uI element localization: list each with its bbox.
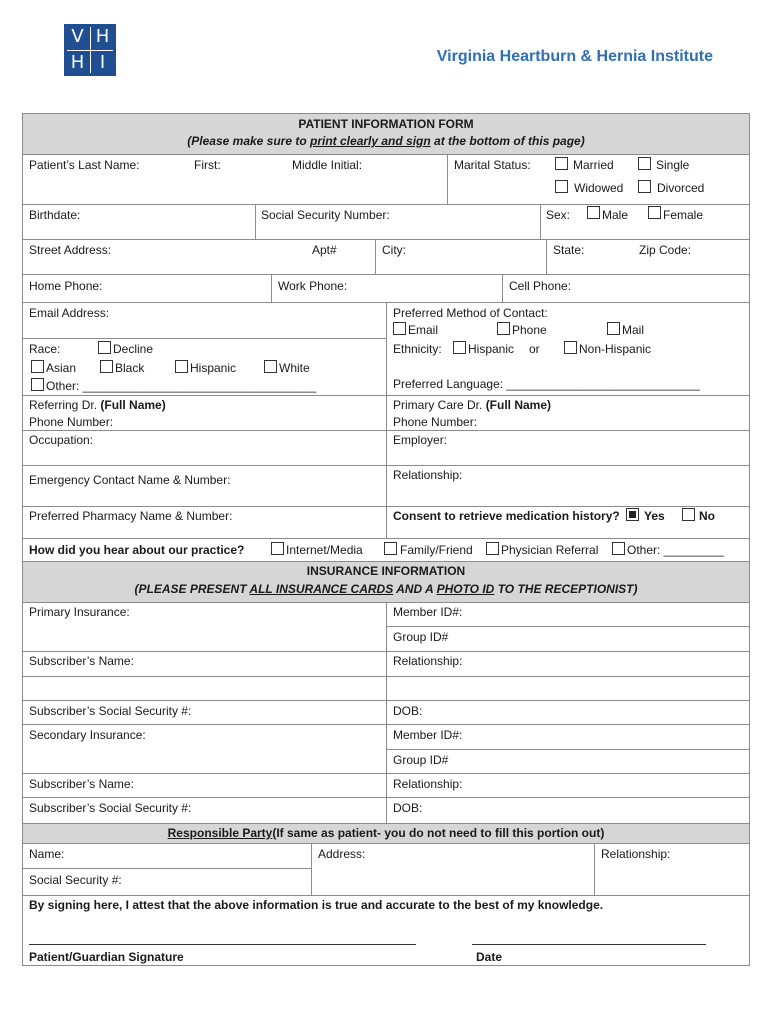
home-phone-label: Home Phone: (29, 279, 103, 293)
state-label: State: (553, 243, 585, 257)
preferred-language-label[interactable]: Preferred Language: _____________________________ (393, 377, 700, 391)
contact-mail-checkbox[interactable] (607, 322, 620, 335)
ethnicity-or: or (529, 342, 540, 356)
ethnicity-non-hispanic-label: Non-Hispanic (579, 342, 652, 356)
hear-internet-label: Internet/Media (286, 543, 363, 557)
city-label: City: (382, 243, 406, 257)
responsible-title: Responsible Party(If same as patient- you do not need to fill this portion out) (167, 826, 605, 840)
consent-yes-label: Yes (644, 509, 665, 523)
form-title: PATIENT INFORMATION FORM (298, 117, 474, 131)
signature-label: Patient/Guardian Signature (29, 950, 184, 964)
race-hispanic-checkbox[interactable] (175, 360, 188, 373)
female-checkbox[interactable] (648, 206, 661, 219)
divorced-checkbox[interactable] (638, 180, 651, 193)
subscriber-dob-label: DOB: (393, 704, 423, 718)
contact-phone-label: Phone (512, 323, 547, 337)
middle-initial-label: Middle Initial: (292, 158, 363, 172)
marital-status-label: Marital Status: (454, 158, 531, 172)
occupation-label: Occupation: (29, 433, 94, 447)
race-black-label: Black (115, 361, 145, 375)
consent-no-checkbox[interactable] (682, 508, 695, 521)
race-other-label[interactable]: Other: ___________________________________ (46, 379, 317, 393)
male-checkbox[interactable] (587, 206, 600, 219)
consent-no-label: No (699, 509, 715, 523)
primary-insurance-label: Primary Insurance: (29, 605, 130, 619)
ethnicity-hispanic-label: Hispanic (468, 342, 515, 356)
widowed-label: Widowed (574, 181, 624, 195)
preferred-contact-label: Preferred Method of Contact: (393, 306, 548, 320)
race-label: Race: (29, 342, 61, 356)
married-checkbox[interactable] (555, 157, 568, 170)
date-line[interactable] (472, 944, 706, 945)
zip-label: Zip Code: (639, 243, 692, 257)
secondary-member-id-label: Member ID#: (393, 728, 463, 742)
logo-letter: H (70, 52, 85, 73)
race-hispanic-label: Hispanic (190, 361, 237, 375)
form-subtitle: (Please make sure to print clearly and sign at the bottom of this page) (187, 134, 585, 148)
contact-email-checkbox[interactable] (393, 322, 406, 335)
widowed-checkbox[interactable] (555, 180, 568, 193)
primary-member-id-label: Member ID#: (393, 605, 463, 619)
cell-phone-label: Cell Phone: (509, 279, 572, 293)
secondary-relationship-label: Relationship: (393, 777, 463, 791)
secondary-dob-label: DOB: (393, 801, 423, 815)
emergency-contact-label: Emergency Contact Name & Number: (29, 473, 231, 487)
insurance-title: INSURANCE INFORMATION (306, 564, 466, 578)
single-label: Single (656, 158, 690, 172)
race-white-label: White (279, 361, 310, 375)
contact-phone-checkbox[interactable] (497, 322, 510, 335)
attestation-text: By signing here, I attest that the above information is true and accurate to the best of my knowledge. (29, 898, 604, 912)
race-black-checkbox[interactable] (100, 360, 113, 373)
ssn-label: Social Security Number: (261, 208, 390, 222)
email-label: Email Address: (29, 306, 110, 320)
secondary-subscriber-name-label: Subscriber’s Name: (29, 777, 134, 791)
logo-letter: I (99, 52, 106, 73)
contact-mail-label: Mail (622, 323, 645, 337)
first-name-label: First: (194, 158, 221, 172)
referring-phone-label: Phone Number: (29, 415, 114, 429)
signature-line[interactable] (29, 944, 416, 945)
ethnicity-label: Ethnicity: (393, 342, 442, 356)
responsible-relationship-label: Relationship: (601, 847, 671, 861)
contact-email-label: Email (408, 323, 439, 337)
race-asian-checkbox[interactable] (31, 360, 44, 373)
secondary-group-id-label: Group ID# (393, 753, 449, 767)
apt-label: Apt# (312, 243, 337, 257)
race-decline-checkbox[interactable] (98, 341, 111, 354)
ethnicity-non-hispanic-checkbox[interactable] (564, 341, 577, 354)
female-label: Female (663, 208, 704, 222)
ethnicity-hispanic-checkbox[interactable] (453, 341, 466, 354)
hear-other-label[interactable]: Other: _________ (627, 543, 724, 557)
race-asian-label: Asian (46, 361, 77, 375)
date-label: Date (476, 950, 503, 964)
divorced-label: Divorced (657, 181, 705, 195)
hear-physician-label: Physician Referral (501, 543, 599, 557)
referring-dr-label: Referring Dr. (Full Name) (29, 398, 166, 412)
how-hear-label: How did you hear about our practice? (29, 543, 245, 557)
subscriber-relationship-label: Relationship: (393, 654, 463, 668)
primary-care-label: Primary Care Dr. (Full Name) (393, 398, 552, 412)
subscriber-ssn-label: Subscriber’s Social Security #: (29, 704, 192, 718)
secondary-subscriber-ssn-label: Subscriber’s Social Security #: (29, 801, 192, 815)
brand-name: Virginia Heartburn & Hernia Institute (436, 48, 713, 65)
race-decline-label: Decline (113, 342, 154, 356)
hear-family-checkbox[interactable] (384, 542, 397, 555)
insurance-subtitle: (PLEASE PRESENT ALL INSURANCE CARDS AND A PHOTO ID TO THE RECEPTIONIST) (134, 582, 638, 596)
male-label: Male (602, 208, 629, 222)
work-phone-label: Work Phone: (278, 279, 348, 293)
street-address-label: Street Address: (29, 243, 112, 257)
single-checkbox[interactable] (638, 157, 651, 170)
logo-letter: V (71, 26, 84, 47)
consent-yes-checkbox[interactable] (626, 508, 639, 521)
birthdate-label: Birthdate: (29, 208, 81, 222)
secondary-insurance-label: Secondary Insurance: (29, 728, 146, 742)
last-name-label: Patient’s Last Name: (29, 158, 140, 172)
responsible-address-label: Address: (318, 847, 366, 861)
employer-label: Employer: (393, 433, 448, 447)
hear-other-checkbox[interactable] (612, 542, 625, 555)
consent-label: Consent to retrieve medication history? (393, 509, 620, 523)
race-white-checkbox[interactable] (264, 360, 277, 373)
hear-physician-checkbox[interactable] (486, 542, 499, 555)
logo-letter: H (95, 26, 110, 47)
pharmacy-label: Preferred Pharmacy Name & Number: (29, 509, 233, 523)
primary-care-phone-label: Phone Number: (393, 415, 478, 429)
hear-family-label: Family/Friend (400, 543, 473, 557)
race-other-checkbox[interactable] (31, 378, 44, 391)
emergency-relationship-label: Relationship: (393, 468, 463, 482)
hear-internet-checkbox[interactable] (271, 542, 284, 555)
married-label: Married (573, 158, 614, 172)
sex-label: Sex: (546, 208, 571, 222)
responsible-ssn-label: Social Security #: (29, 873, 122, 887)
primary-group-id-label: Group ID# (393, 630, 449, 644)
subscriber-name-label: Subscriber’s Name: (29, 654, 134, 668)
responsible-name-label: Name: (29, 847, 65, 861)
vhhi-logo (64, 24, 116, 76)
